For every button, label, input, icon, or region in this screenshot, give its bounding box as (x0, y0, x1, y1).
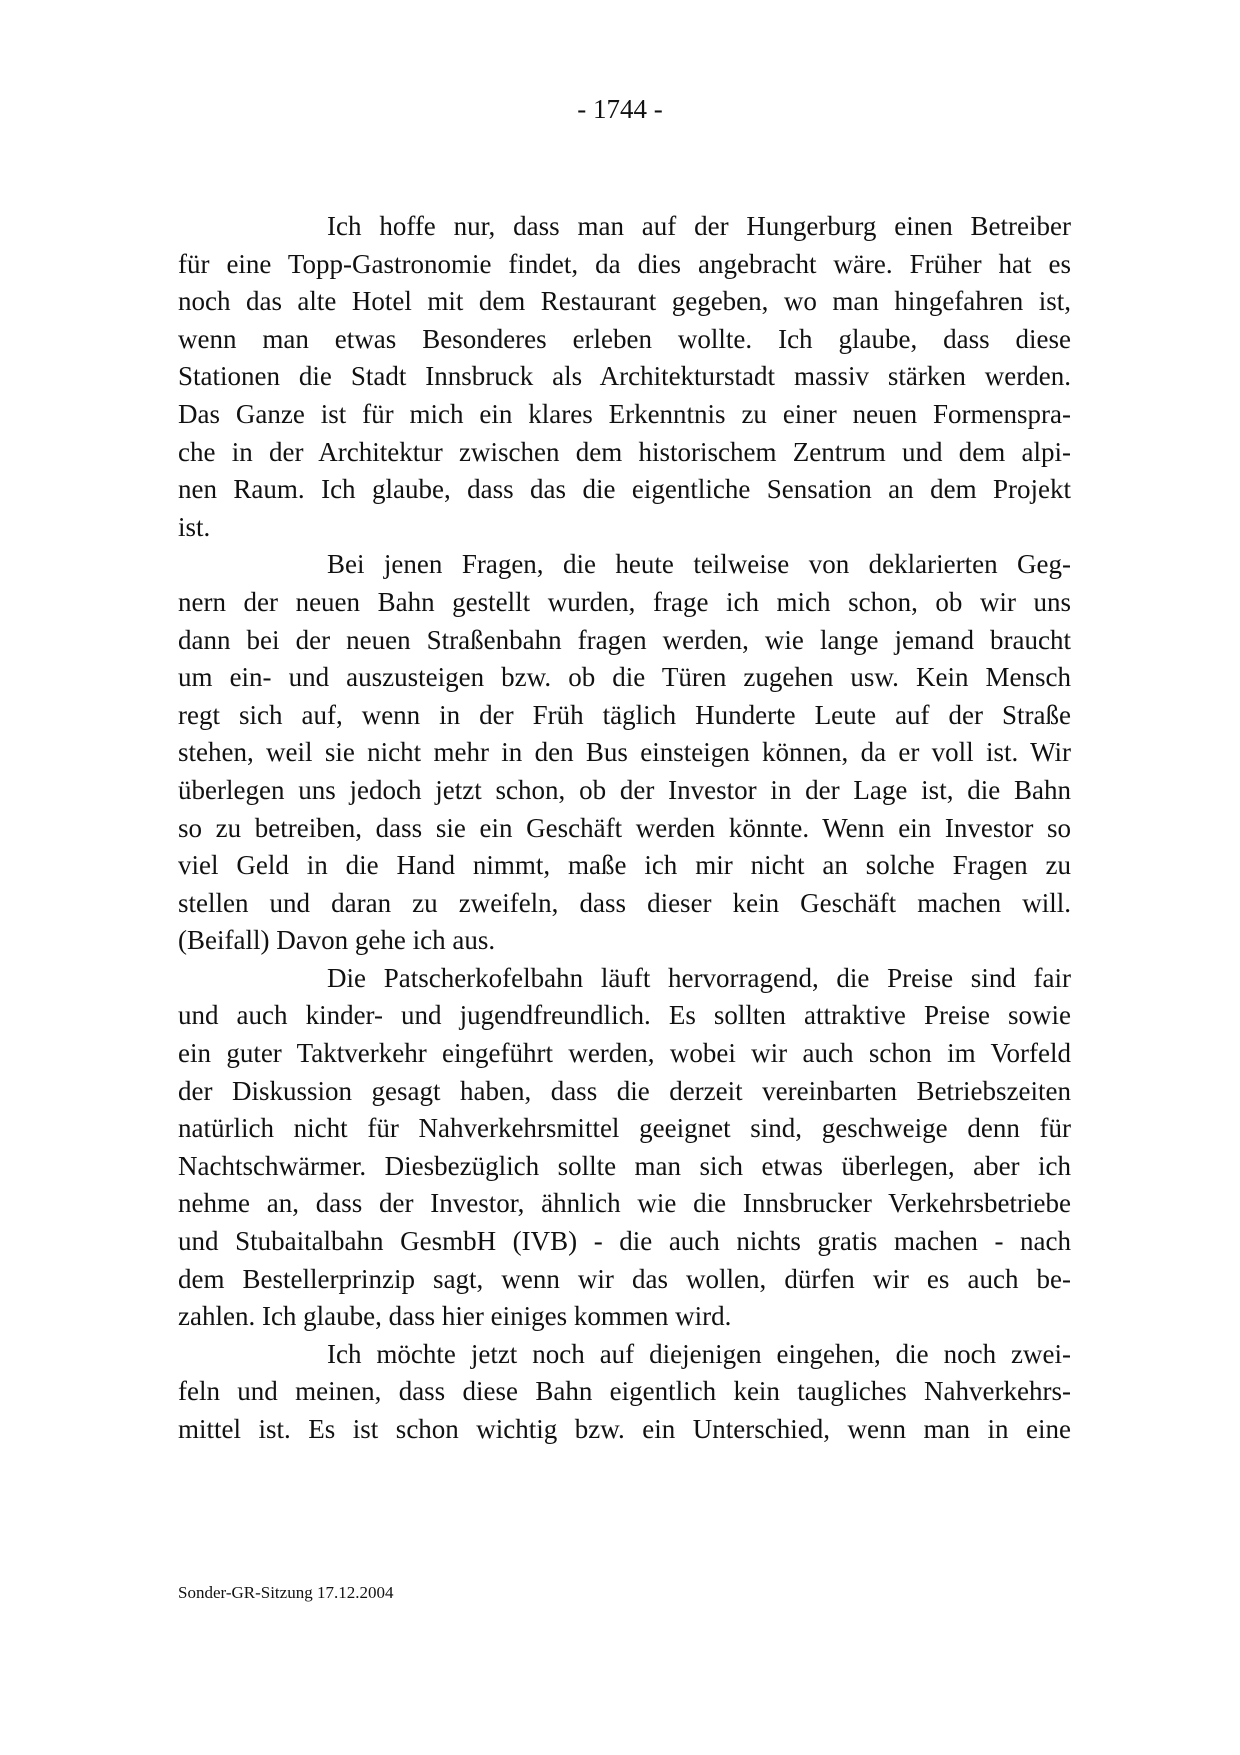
text-line: feln und meinen, dass diese Bahn eigentlich kein taugliches Nahverkehrs- (178, 1376, 1071, 1407)
text-line: Stationen die Stadt Innsbruck als Architekturstadt massiv stärken werden. (178, 361, 1071, 392)
text-line: und Stubaitalbahn GesmbH (IVB) - die auch nichts gratis machen - nach (178, 1226, 1071, 1257)
document-footer: Sonder-GR-Sitzung 17.12.2004 (178, 1583, 394, 1602)
text-line: um ein- und auszusteigen bzw. ob die Türen zugehen usw. Kein Mensch (178, 662, 1071, 693)
text-line: natürlich nicht für Nahverkehrsmittel geeignet sind, geschweige denn für (178, 1113, 1071, 1144)
text-line: so zu betreiben, dass sie ein Geschäft werden könnte. Wenn ein Investor so (178, 812, 1071, 843)
text-line: regt sich auf, wenn in der Früh täglich Hunderte Leute auf der Straße (178, 699, 1071, 730)
paragraph (178, 546, 1071, 960)
text-line: (Beifall) Davon gehe ich aus. (178, 925, 496, 956)
paragraph (178, 1336, 1071, 1449)
text-line: dann bei der neuen Straßenbahn fragen werden, wie lange jemand braucht (178, 624, 1071, 655)
text-line: nern der neuen Bahn gestellt wurden, frage ich mich schon, ob wir uns (178, 586, 1071, 617)
text-line: Die Patscherkofelbahn läuft hervorragend, die Preise sind fair (327, 962, 1071, 993)
text-line: wenn man etwas Besonderes erleben wollte. Ich glaube, dass diese (178, 323, 1071, 354)
text-line: ist. (178, 511, 211, 542)
text-line: Bei jenen Fragen, die heute teilweise von deklarierten Geg- (327, 549, 1071, 580)
text-line: mittel ist. Es ist schon wichtig bzw. ein Unterschied, wenn man in eine (178, 1414, 1071, 1444)
text-line: der Diskussion gesagt haben, dass die derzeit vereinbarten Betriebszeiten (178, 1075, 1071, 1106)
text-line: dem Bestellerprinzip sagt, wenn wir das wollen, dürfen wir es auch be- (178, 1263, 1071, 1294)
text-line: che in der Architektur zwischen dem historischem Zentrum und dem alpi- (178, 436, 1071, 467)
paragraph (178, 208, 1071, 546)
text-line: noch das alte Hotel mit dem Restaurant gegeben, wo man hingefahren ist, (178, 286, 1071, 317)
text-line: und auch kinder- und jugendfreundlich. Es sollten attraktive Preise sowie (178, 1000, 1071, 1031)
document-body (178, 208, 1071, 1449)
text-line: ein guter Taktverkehr eingeführt werden, wobei wir auch schon im Vorfeld (178, 1038, 1071, 1069)
text-line: für eine Topp-Gastronomie findet, da dies angebracht wäre. Früher hat es (178, 248, 1071, 279)
text-line: nehme an, dass der Investor, ähnlich wie die Innsbrucker Verkehrsbetriebe (178, 1188, 1071, 1219)
text-line: nen Raum. Ich glaube, dass das die eigentliche Sensation an dem Projekt (178, 474, 1071, 505)
text-line: zahlen. Ich glaube, dass hier einiges kommen wird. (178, 1301, 732, 1332)
page-number: - 1744 - (577, 94, 663, 124)
text-line: überlegen uns jedoch jetzt schon, ob der Investor in der Lage ist, die Bahn (178, 774, 1071, 805)
text-line: stehen, weil sie nicht mehr in den Bus einsteigen können, da er voll ist. Wir (178, 737, 1071, 768)
text-line: stellen und daran zu zweifeln, dass dieser kein Geschäft machen will. (178, 887, 1071, 918)
text-line: Das Ganze ist für mich ein klares Erkenntnis zu einer neuen Formenspra- (178, 398, 1071, 429)
paragraph (178, 960, 1071, 1336)
text-line: viel Geld in die Hand nimmt, maße ich mir nicht an solche Fragen zu (178, 850, 1071, 881)
text-line: Ich hoffe nur, dass man auf der Hungerburg einen Betreiber (327, 211, 1071, 241)
text-line: Ich möchte jetzt noch auf diejenigen eingehen, die noch zwei- (327, 1338, 1071, 1369)
text-line: Nachtschwärmer. Diesbezüglich sollte man sich etwas überlegen, aber ich (178, 1150, 1071, 1181)
